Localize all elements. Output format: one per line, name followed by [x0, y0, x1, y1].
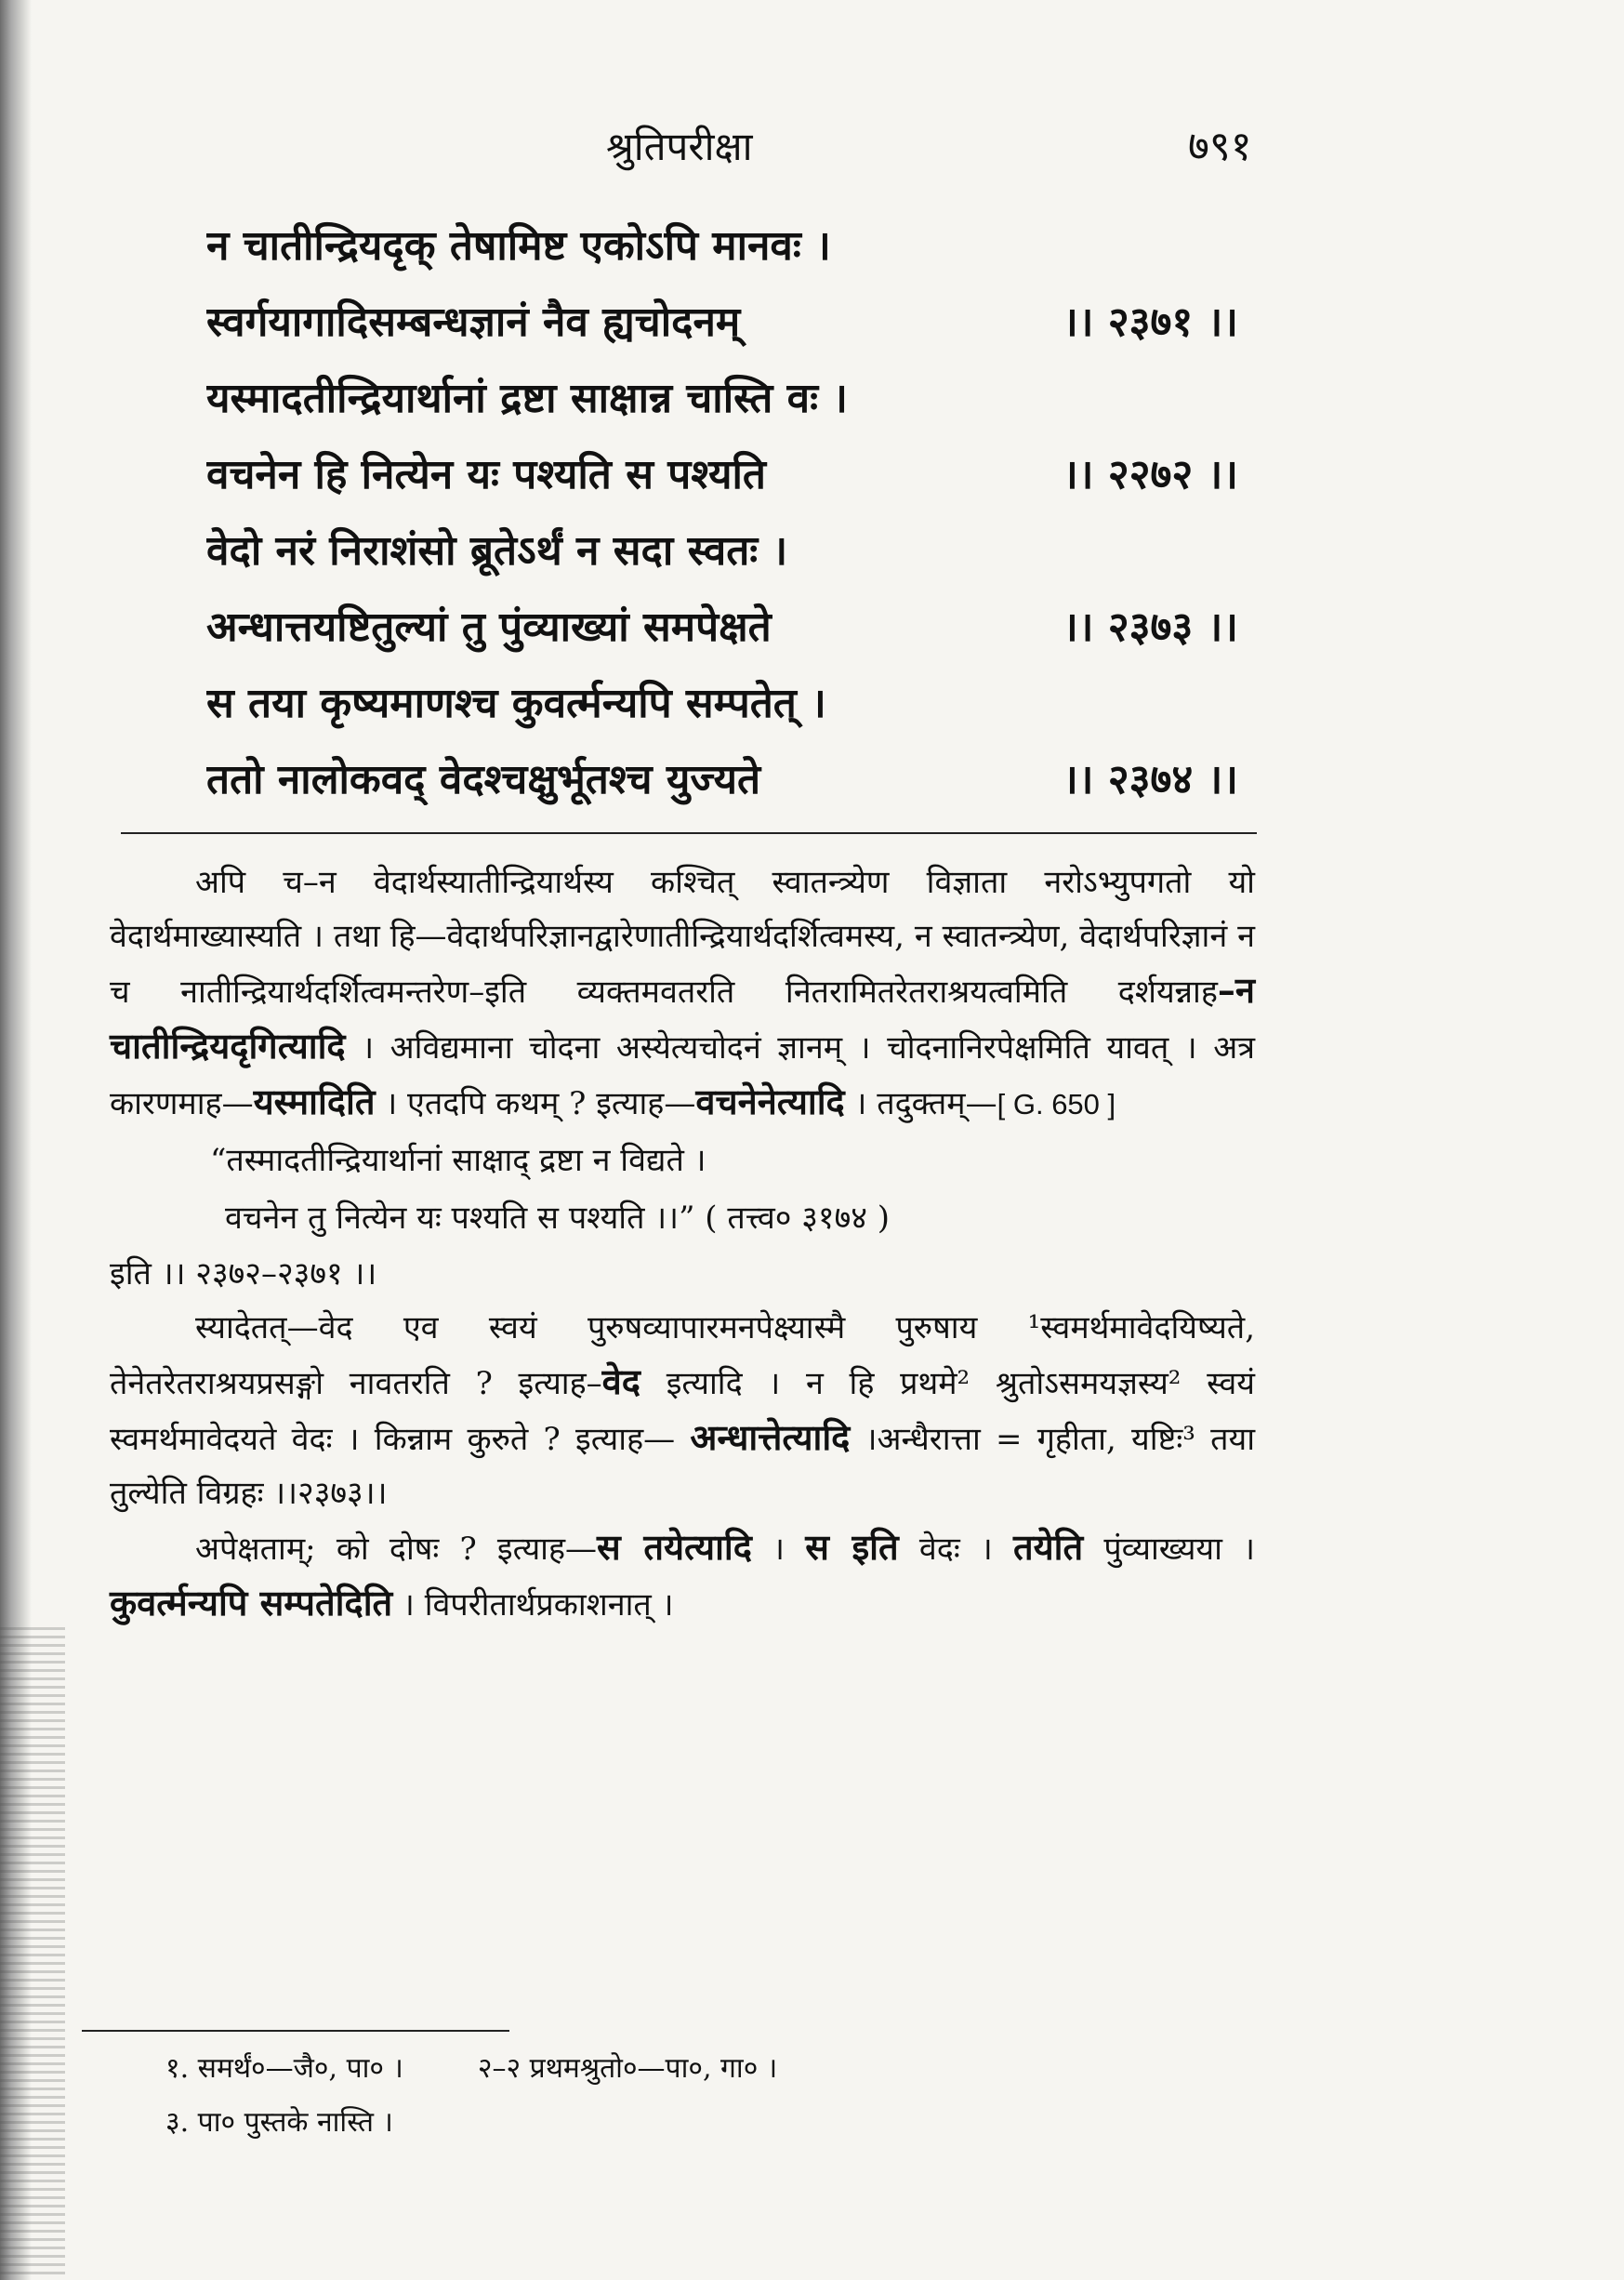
verse-line — [206, 368, 1238, 444]
page-number: ७९१ — [1188, 123, 1252, 170]
verse-block — [206, 216, 1238, 826]
verse-text: अन्धात्तयष्टितुल्यां तु पुंव्याख्यां समपेक्षते — [206, 603, 772, 651]
verse-line — [206, 597, 1238, 673]
footnote-3: ३. पा० पुस्तके नास्ति । — [165, 2106, 393, 2139]
commentary-text: स्यादेतत्—वेद एव स्वयं पुरुषव्यापारमनपेक्ष्यास्मै पुरुषाय ¹स्वमर्थमावेदयिष्यते, तेनेतरेतराश्रयप्रसङ्गो नावतरति ? इत्याह– — [110, 1309, 1255, 1402]
footnote-row — [165, 2042, 1188, 2096]
verse-number: ।। २३७३ ।। — [1063, 603, 1238, 651]
page-header — [0, 119, 1624, 184]
commentary-lemma: अन्धात्तेत्यादि — [690, 1416, 851, 1458]
verse-line — [206, 749, 1238, 826]
commentary-text: इत्यादि । न हि प्रथमे² श्रुतोऽसमयज्ञस्य² स्वयं स्वमर्थमावेदयते वेदः । किन्नाम कुरुते ? इत्याह— — [110, 1365, 1256, 1458]
footnote-2: २–२ प्रथमश्रुतो०—पा०, गा० । — [477, 2052, 778, 2085]
verse-line — [206, 521, 1238, 597]
verse-text: स्वर्गयागादिसम्बन्धज्ञानं नैव ह्यचोदनम् — [206, 298, 741, 346]
commentary-text: । — [772, 1531, 786, 1568]
verse-line — [206, 216, 1238, 292]
quotation-line: “तस्मादतीन्द्रियार्थानां साक्षाद् द्रष्टा न विद्यते । — [210, 1142, 706, 1179]
verse-divider — [121, 832, 1257, 834]
verse-line — [206, 673, 1238, 749]
commentary-text: । तदुक्तम्— — [854, 1085, 997, 1122]
commentary-lemma: कुवर्त्मन्यपि सम्पतेदिति — [110, 1582, 393, 1624]
verse-number: ।। २३७१ ।। — [1063, 298, 1238, 346]
verse-text: ततो नालोकवद् वेदश्चक्षुर्भूतश्च युज्यते — [206, 756, 761, 803]
commentary-text: वेदः । — [918, 1531, 993, 1568]
commentary-text: अपेक्षताम्; को दोषः ? इत्याह— — [195, 1531, 598, 1568]
commentary-paragraph-2 — [110, 1301, 1255, 1520]
verse-line — [206, 444, 1238, 521]
footnote-divider — [82, 2030, 509, 2032]
commentary-lemma: स इति — [805, 1526, 899, 1568]
verse-text: यस्मादतीन्द्रियार्थानां द्रष्टा साक्षान्न चास्ति वः । — [206, 375, 848, 422]
commentary-text: । एतदपि कथम् ? इत्याह— — [385, 1085, 696, 1122]
commentary-lemma: स तयेत्यादि — [597, 1526, 752, 1568]
verse-text: स तया कृष्यमाणश्च कुवर्त्मन्यपि सम्पतेत् । — [206, 680, 826, 727]
footnote-1: १. समर्थं०—जै०, पा० । — [165, 2052, 403, 2085]
verse-text: न चातीन्द्रियदृक् तेषामिष्ट एकोऽपि मानवः । — [206, 222, 831, 270]
commentary-text: ।अन्धैरात्ता = गृहीता, यष्टिः³ तया तुल्येति विग्रहः ।।२३७३।। — [110, 1421, 1256, 1512]
commentary — [110, 855, 1255, 1632]
commentary-lemma: –न चातीन्द्रियदृगित्यादि — [110, 969, 1255, 1067]
verse-number: ।। २२७२ ।। — [1063, 451, 1238, 498]
commentary-lemma: यस्मादिति — [253, 1080, 376, 1122]
verse-text: वेदो नरं निराशंसो ब्रूतेऽर्थं न सदा स्वतः । — [206, 527, 788, 575]
commentary-paragraph-1 — [110, 855, 1255, 1132]
commentary-paragraph-3 — [110, 1520, 1255, 1632]
commentary-lemma: तयेति — [1012, 1526, 1084, 1568]
source-reference: [ G. 650 ] — [997, 1088, 1116, 1120]
commentary-text: पुंव्याख्यया । — [1103, 1531, 1256, 1568]
commentary-text: । विपरीतार्थप्रकाशनात् । — [403, 1586, 674, 1624]
commentary-text: अपि च–न वेदार्थस्यातीन्द्रियार्थस्य कश्चित् स्वातन्त्र्येण विज्ञाता नरोऽभ्युपगतो यो वेदार्थमाख्यास्यति । तथा हि—वेदार्थपरिज्ञानद्वारेणातीन्द्रियार्थदर्शित्वमस्य, न स्वातन्त्र्येण, वेदार्थपरिज्ञानं न च नातीन्द्रियार्थदर्शित्वमन्तरेण–इति व्यक्तमवतरति नितरामितरेतराश्रयत्वमिति दर्शयन्नाह — [110, 864, 1255, 1011]
commentary-text: । अविद्यमाना चोदना अस्येत्यचोदनं ज्ञानम् । चोदनानिरपेक्षमिति यावत् । अत्र कारणमाह— — [110, 1029, 1255, 1122]
verse-text: वचनेन हि नित्येन यः पश्यति स पश्यति — [206, 451, 766, 498]
commentary-lemma: वचनेनेत्यादि — [695, 1080, 845, 1122]
verse-line — [206, 292, 1238, 368]
footnote-row — [165, 2096, 1188, 2150]
verse-number: ।। २३७४ ।। — [1063, 756, 1238, 803]
commentary-lemma: वेद — [601, 1360, 640, 1402]
quotation-line: वचनेन तु नित्येन यः पश्यति स पश्यति ।।” ( तत्त्व० ३१७४ ) — [225, 1200, 891, 1237]
page-binding-speckle — [0, 1627, 65, 2278]
footnotes — [165, 2042, 1188, 2150]
iti-verse-range: इति ।। २३७२–२३७१ ।। — [110, 1255, 377, 1292]
running-title: श्रुतिपरीक्षा — [606, 124, 753, 169]
